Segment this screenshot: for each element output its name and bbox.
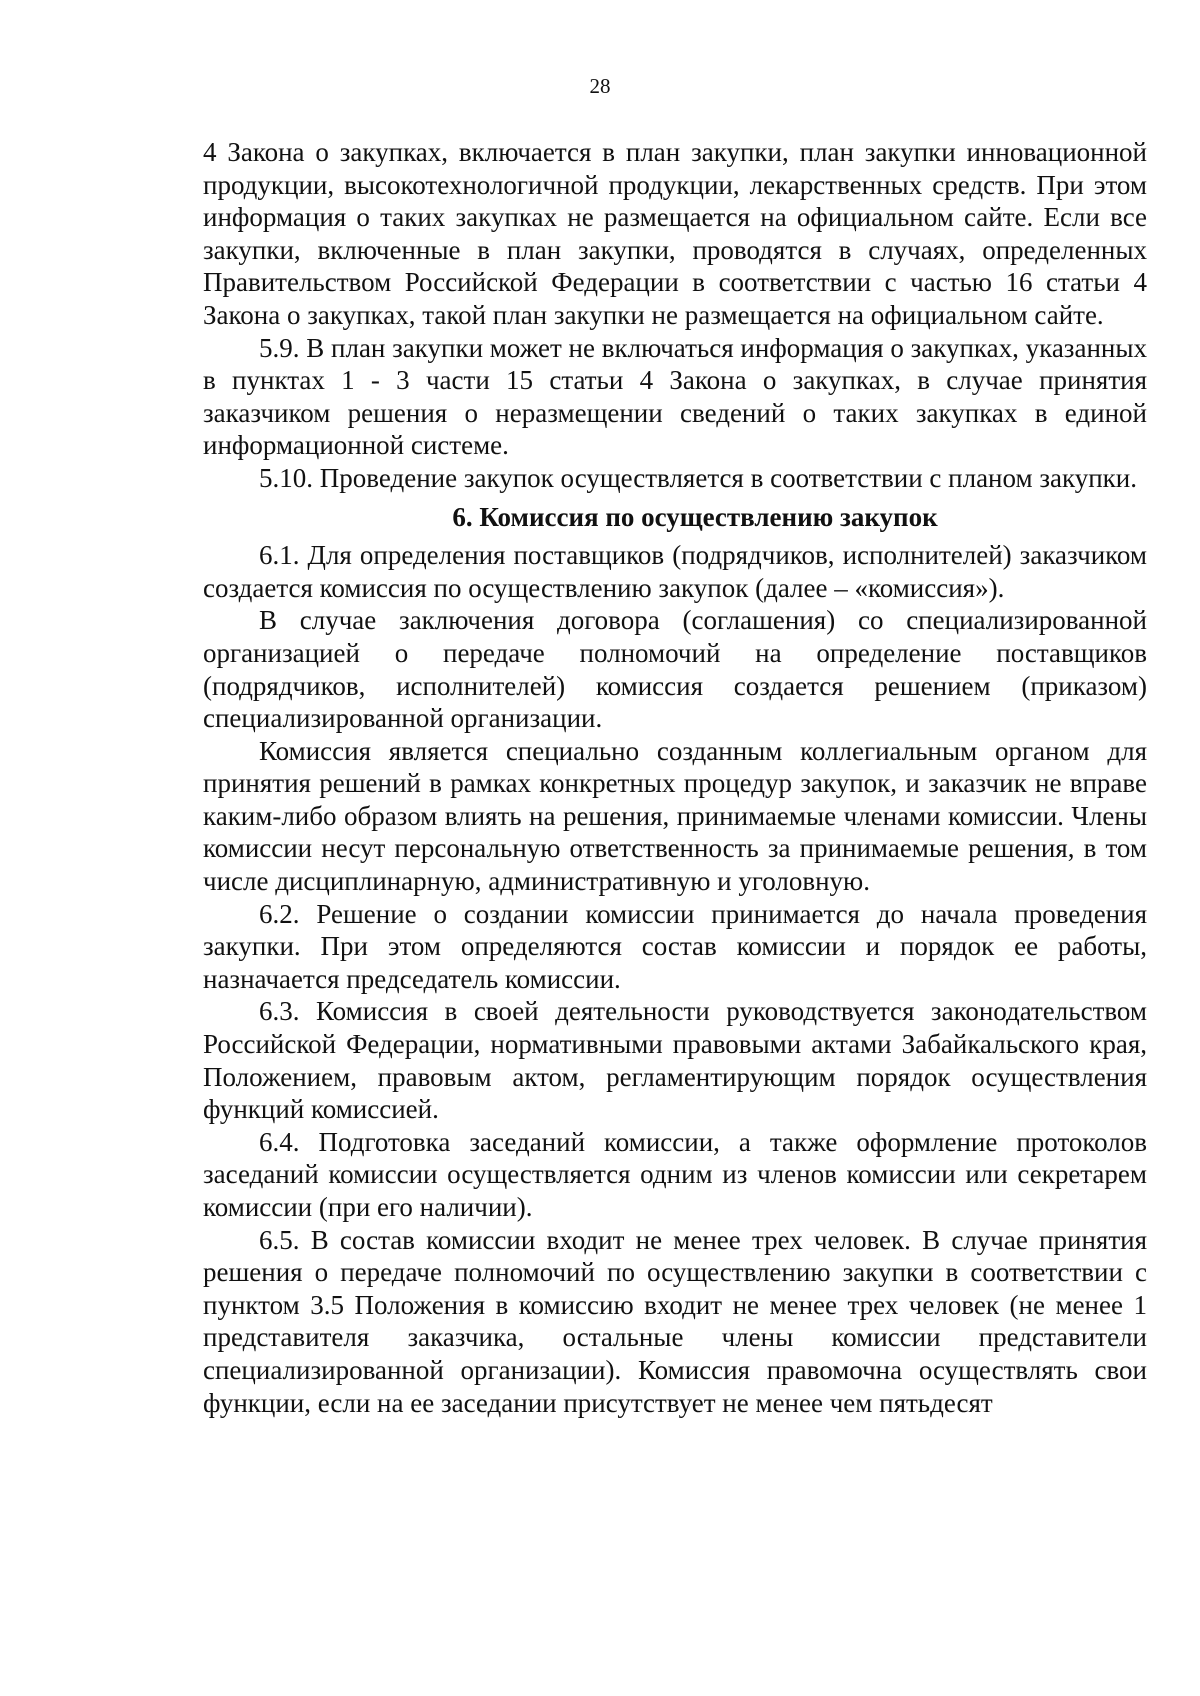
paragraph-6-5: 6.5. В состав комиссии входит не менее трех человек. В случае принятия решения о передаче полномочий по осуществлению закупки в соответствии с пунктом 3.5 Положения в комиссию входит не менее трех человек (не менее 1 представителя заказчика, остальные члены комиссии представители специализированной организации). Комиссия правомочна осуществлять свои функции, если на ее заседании присутствует не менее чем пятьдесят	[203, 1224, 1147, 1418]
paragraph-5-9: 5.9. В план закупки может не включаться информация о закупках, указанных в пунктах 1 - 3 части 15 статьи 4 Закона о закупках, в случае принятия заказчиком решения о неразмещении сведений о таких закупках в единой информационной системе.	[203, 332, 1147, 461]
paragraph-6-2: 6.2. Решение о создании комиссии принимается до начала проведения закупки. При этом определяются состав комиссии и порядок ее работы, назначается председатель комиссии.	[203, 898, 1147, 994]
paragraph-6-3: 6.3. Комиссия в своей деятельности руководствуется законодательством Российской Федерации, нормативными правовыми актами Забайкальского края, Положением, правовым актом, регламентирующим порядок осуществления функций комиссией.	[203, 996, 1147, 1125]
paragraph-5-10: 5.10. Проведение закупок осуществляется в соответствии с планом закупки.	[259, 462, 1137, 493]
paragraph-continuation: 4 Закона о закупках, включается в план закупки, план закупки инновационной продукции, высокотехнологичной продукции, лекарственных средств. При этом информация о таких закупках не размещается на официальном сайте. Если все закупки, включенные в план закупки, проводятся в случаях, определенных Правительством Российской Федерации в соответствии с частью 16 статьи 4 Закона о закупках, такой план закупки не размещается на официальном сайте.	[203, 137, 1147, 330]
document-body	[203, 136, 1147, 1419]
paragraph-6-4: 6.4. Подготовка заседаний комиссии, а также оформление протоколов заседаний комиссии осуществляется одним из членов комиссии или секретарем комиссии (при его наличии).	[203, 1126, 1147, 1222]
section-heading: 6. Комиссия по осуществлению закупок	[452, 501, 938, 532]
paragraph-6-1: 6.1. Для определения поставщиков (подрядчиков, исполнителей) заказчиком создается комиссия по осуществлению закупок (далее – «комиссия»).	[203, 540, 1147, 603]
paragraph-specialized-org: В случае заключения договора (соглашения) со специализированной организацией о передаче полномочий на определение поставщиков (подрядчиков, исполнителей) комиссия создается решением (приказом) специализированной организации.	[203, 605, 1147, 734]
paragraph-commission-role: Комиссия является специально созданным коллегиальным органом для принятия решений в рамках конкретных процедур закупок, и заказчик не вправе каким-либо образом влиять на решения, принимаемые членами комиссии. Члены комиссии несут персональную ответственность за принимаемые решения, в том числе дисциплинарную, административную и уголовную.	[203, 735, 1147, 897]
page-number: 28	[589, 74, 611, 98]
